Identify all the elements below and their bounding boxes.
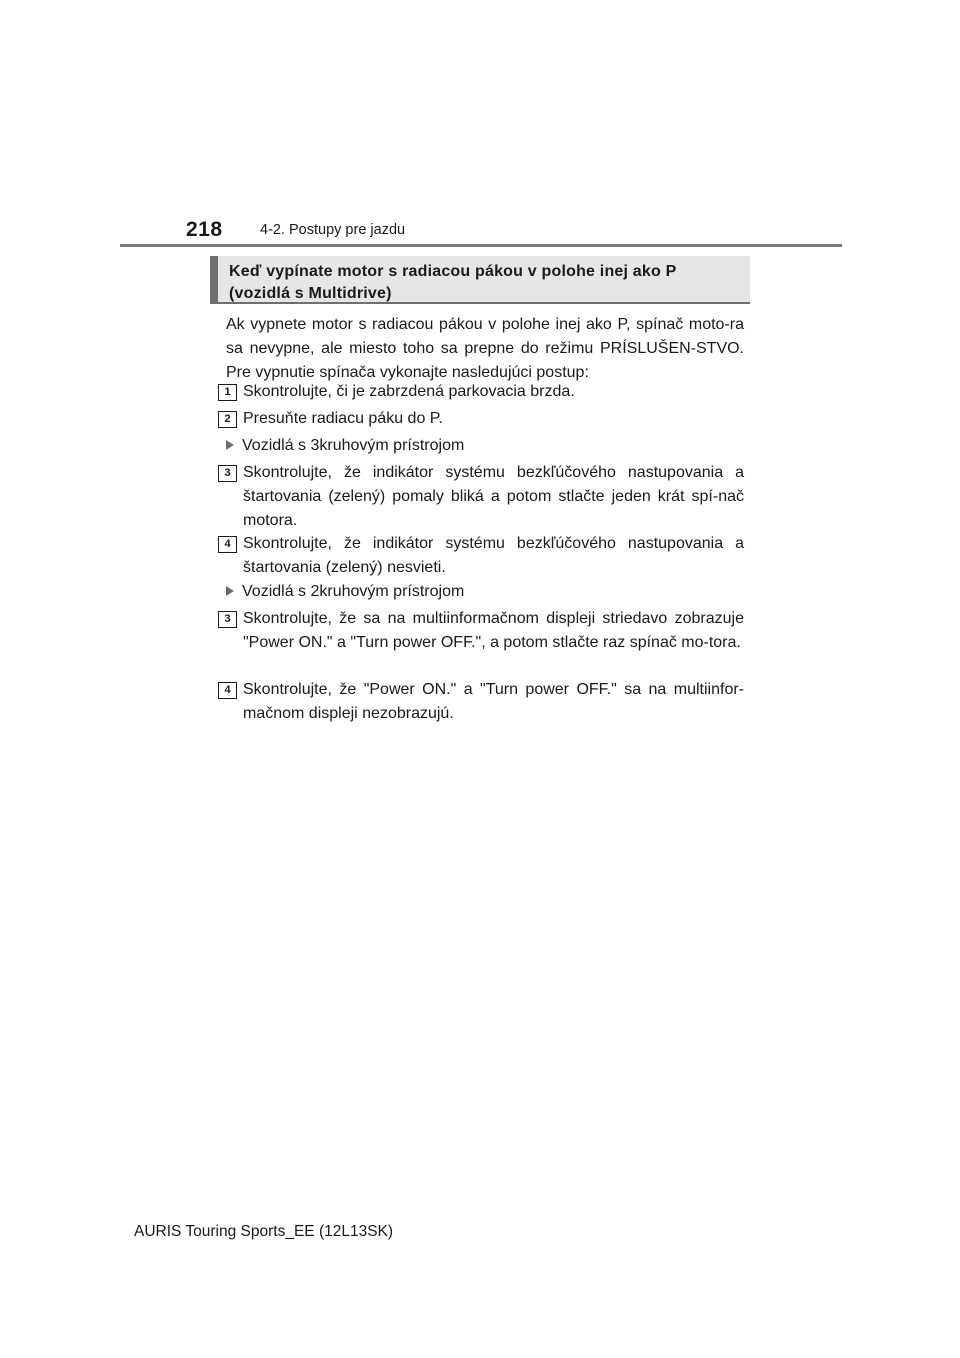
section-title-line-1: Keď vypínate motor s radiacou pákou v polohe inej ako P [229,263,677,280]
step-text: Presuňte radiacu páku do P. [243,410,443,427]
variant-label: Vozidlá s 3kruhovým prístrojom [242,437,465,454]
step-text: Skontrolujte, že sa na multiinformačnom displeji striedavo zobrazuje "Power ON." a "Turn power OFF.", a potom stlačte raz spínač mo-tora. [243,610,744,651]
step-text: Skontrolujte, že indikátor systému bezkľúčového nastupovania a štartovania (zelený) nesvieti. [243,535,744,576]
triangle-bullet-icon [226,440,234,450]
running-head: 4-2. Postupy pre jazdu [260,222,406,238]
intro-paragraph: Ak vypnete motor s radiacou pákou v polohe inej ako P, spínač moto-ra sa nevypne, ale miesto toho sa prepne do režimu PRÍSLUŠEN-STVO. Pre vypnutie spínača vykonajte nasledujúci postup: [226,316,744,381]
step-number-badge: 4 [218,536,237,553]
section-title-line-2: (vozidlá s Multidrive) [229,285,392,302]
variant-label: Vozidlá s 2kruhovým prístrojom [242,583,465,600]
step-number-badge: 3 [218,465,237,482]
step-number-badge: 3 [218,611,237,628]
header-rule [120,244,842,247]
step-number-badge: 4 [218,682,237,699]
step-number-badge: 2 [218,411,237,428]
step-text: Skontrolujte, či je zabrzdená parkovacia brzda. [243,383,575,400]
step-text: Skontrolujte, že indikátor systému bezkľúčového nastupovania a štartovania (zelený) pomaly bliká a potom stlačte jeden krát spí-nač motora. [243,464,744,529]
triangle-bullet-icon [226,586,234,596]
step-number-badge: 1 [218,384,237,401]
section-heading-box [210,256,750,304]
variant-heading [226,580,464,604]
footer-model-code: AURIS Touring Sports_EE (12L13SK) [134,1223,394,1240]
page-number: 218 [186,218,223,241]
variant-heading [226,434,464,458]
step-text: Skontrolujte, že "Power ON." a "Turn power OFF." sa na multiinfor-mačnom displeji nezobrazujú. [243,681,744,722]
